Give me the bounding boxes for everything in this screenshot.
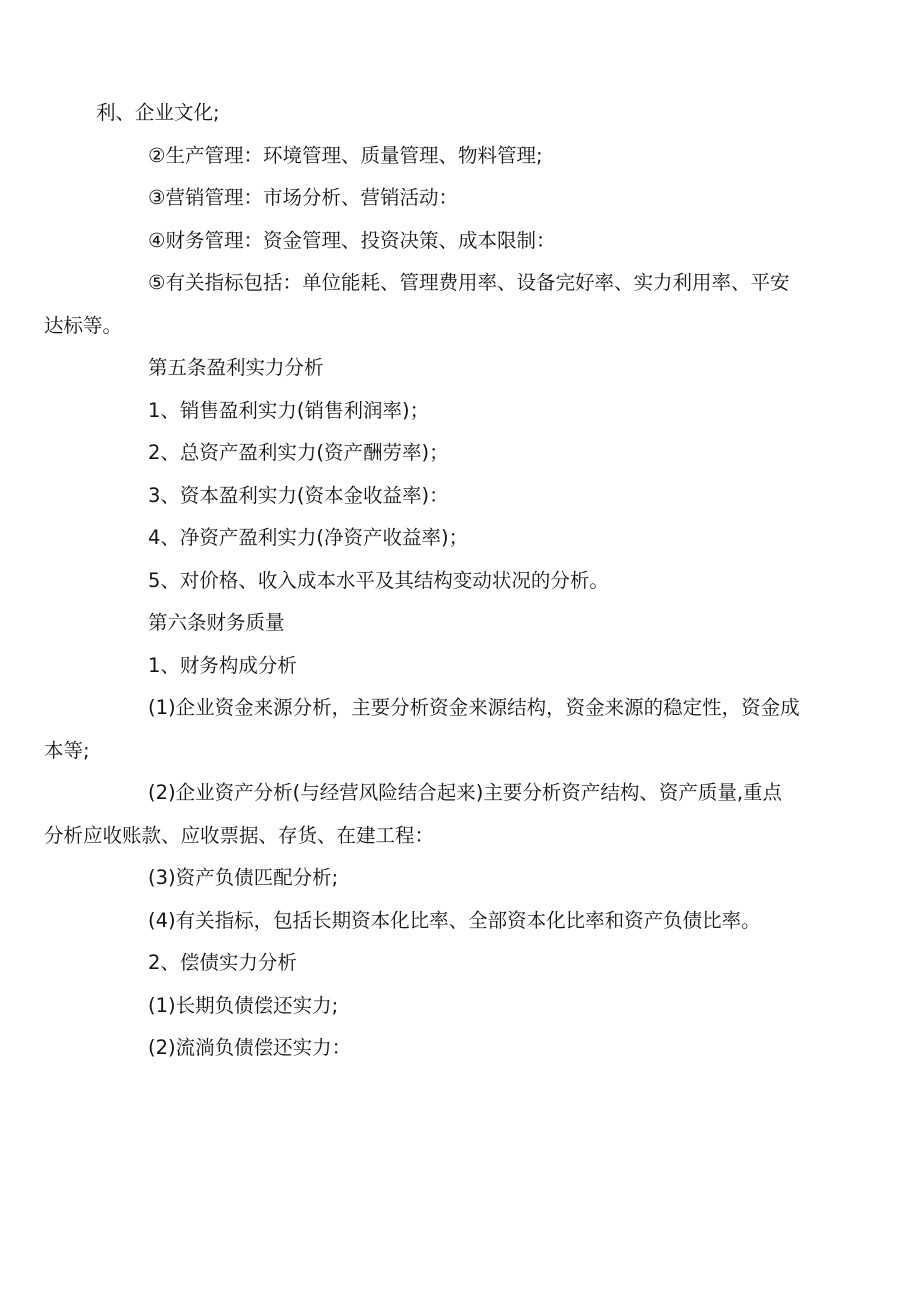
text-line: 4、净资产盈利实力(净资产收益率)；	[148, 526, 469, 549]
paragraph	[96, 857, 822, 900]
text-line: 3、资本盈利实力(资本金收益率)：	[148, 483, 449, 507]
paragraph	[96, 432, 822, 475]
paragraph	[96, 390, 822, 433]
text-line: 第六条财务质量	[148, 611, 285, 634]
text-line: (1)企业资金来源分析，主要分析资金来源结构，资金来源的稳定性，资金成	[148, 696, 800, 719]
paragraph	[96, 900, 822, 943]
text-line: (3)资产负债匹配分析;	[148, 866, 339, 889]
paragraph	[96, 135, 822, 178]
text-line: 1、销售盈利实力(销售利润率)；	[148, 398, 430, 422]
text-line: 1、财务构成分析	[148, 653, 297, 677]
paragraph	[96, 602, 822, 645]
paragraph	[96, 985, 822, 1028]
paragraph	[96, 517, 822, 560]
paragraph	[96, 347, 822, 390]
paragraph	[44, 687, 822, 772]
text-line: 分析应收账款、应收票据、存货、在建工程：	[44, 823, 435, 847]
paragraph	[96, 220, 822, 263]
paragraph	[96, 177, 822, 220]
text-line: (2)流淌负债偿还实力：	[148, 1036, 352, 1059]
text-line: ②生产管理：环境管理、质量管理、物料管理;	[148, 143, 543, 167]
text-line: 本等;	[44, 738, 90, 762]
text-line: 第五条盈利实力分析	[148, 356, 324, 379]
paragraph	[96, 942, 822, 985]
text-line: 2、总资产盈利实力(资产酬劳率)；	[148, 441, 449, 464]
text-line: ③营销管理：市场分析、营销活动：	[148, 186, 458, 209]
paragraph	[96, 560, 822, 603]
text-line: 达标等。	[44, 313, 123, 337]
text-line: 2、偿债实力分析	[148, 951, 297, 974]
text-line: 5、对价格、收入成本水平及其结构变动状况的分析。	[148, 568, 609, 592]
paragraph	[44, 772, 822, 857]
text-line: (2)企业资产分析(与经营风险结合起来)主要分析资产结构、资产质量,重点	[148, 781, 783, 804]
text-line: (4)有关指标，包括长期资本化比率、全部资本化比率和资产负债比率。	[148, 908, 761, 932]
text-line: ④财务管理：资金管理、投资决策、成本限制：	[148, 228, 556, 252]
text-line: (1)长期负债偿还实力;	[148, 993, 339, 1017]
paragraph	[96, 475, 822, 518]
text-line: ⑤有关指标包括：单位能耗、管理费用率、设备完好率、实力利用率、平安	[148, 271, 790, 294]
paragraph	[96, 645, 822, 688]
paragraph	[96, 1027, 822, 1070]
paragraph	[96, 92, 822, 135]
paragraph	[44, 262, 822, 347]
text-line: 利、企业文化;	[96, 101, 220, 124]
document-body	[44, 92, 822, 1070]
